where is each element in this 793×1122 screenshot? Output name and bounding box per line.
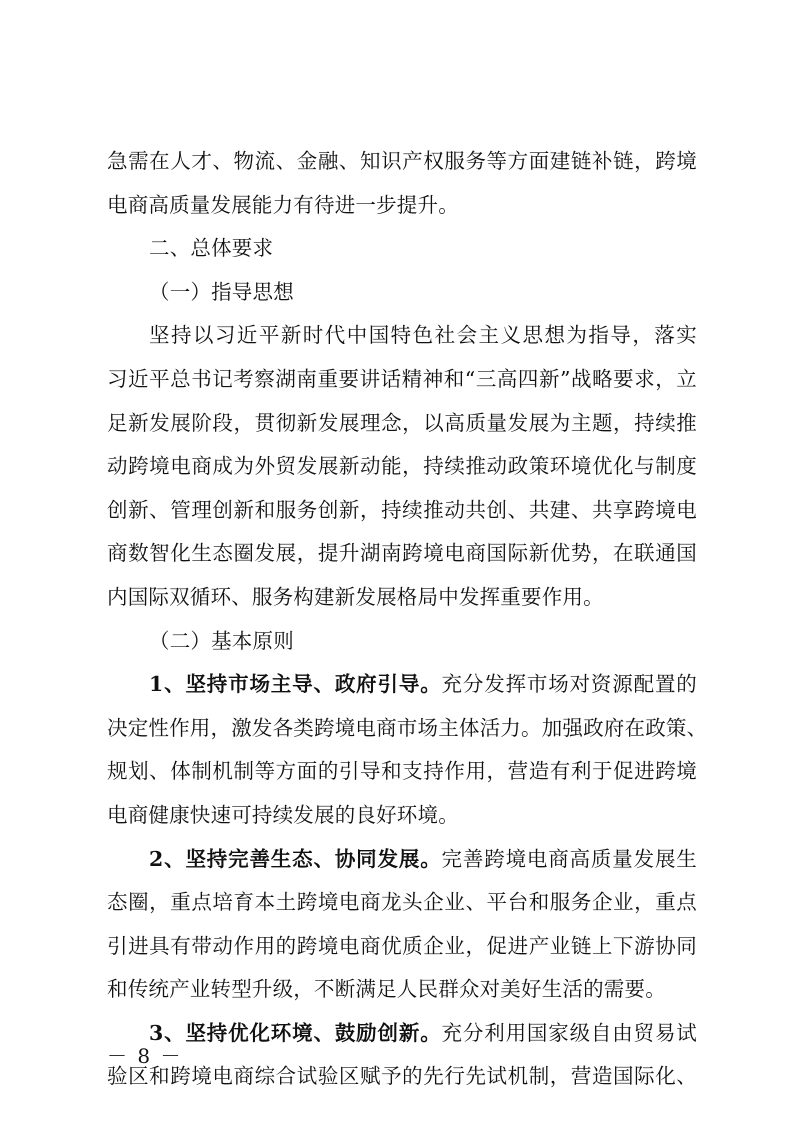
principle-line — [107, 838, 697, 882]
paragraph-line: 验区和跨境电商综合试验区赋予的先行先试机制，营造国际化、 — [107, 1064, 697, 1089]
paragraph-line: 商数智化生态圈发展，提升湖南跨境电商国际新优势，在联通国 — [107, 541, 697, 566]
principle-line — [107, 1012, 697, 1056]
paragraph-line: 坚持以习近平新时代中国特色社会主义思想为指导，落实 — [149, 323, 697, 348]
paragraph-line: 电商高质量发展能力有待进一步提升。 — [107, 192, 459, 217]
paragraph-line: 急需在人才、物流、金融、知识产权服务等方面建链补链，跨境 — [107, 149, 697, 173]
paragraph-line: 创新、管理创新和服务创新，持续推动共创、共建、共享跨境电 — [107, 497, 697, 522]
page-number: － 8 － — [107, 1044, 183, 1068]
subsection-heading: （一）指导思想 — [149, 279, 294, 304]
paragraph-line: 态圈，重点培育本土跨境电商龙头企业、平台和服务企业，重点 — [107, 890, 697, 915]
paragraph-line: 规划、体制机制等方面的引导和支持作用，营造有利于促进跨境 — [107, 759, 697, 784]
paragraph-line: 引进具有带动作用的跨境电商优质企业，促进产业链上下游协同 — [107, 933, 697, 958]
principle-text: 完善跨境电商高质量发展生 — [441, 846, 697, 871]
principle-line — [107, 663, 697, 707]
paragraph-line: 内国际双循环、服务构建新发展格局中发挥重要作用。 — [107, 584, 604, 609]
paragraph-line: 和传统产业转型升级，不断满足人民群众对美好生活的需要。 — [107, 977, 666, 1002]
principle-title: 2、坚持完善生态、协同发展。 — [149, 846, 442, 871]
paragraph-line: 决定性作用，激发各类跨境电商市场主体活力。加强政府在政策、 — [107, 715, 708, 740]
paragraph-line: 习近平总书记考察湖南重要讲话精神和“三高四新”战略要求，立 — [107, 366, 697, 391]
principle-title: 3、坚持优化环境、鼓励创新。 — [149, 1020, 442, 1045]
paragraph-line: 足新发展阶段，贯彻新发展理念，以高质量发展为主题，持续推 — [107, 410, 697, 435]
paragraph-line: 电商健康快速可持续发展的良好环境。 — [107, 802, 459, 827]
subsection-heading: （二）基本原则 — [149, 628, 294, 653]
section-heading: 二、总体要求 — [149, 236, 274, 261]
principle-text: 充分利用国家级自由贸易试 — [441, 1020, 697, 1045]
document-body — [107, 140, 708, 1099]
principle-text: 充分发挥市场对资源配置的 — [441, 672, 697, 697]
principle-title: 1、坚持市场主导、政府引导。 — [149, 672, 442, 697]
paragraph-line: 动跨境电商成为外贸发展新动能，持续推动政策环境优化与制度 — [107, 454, 697, 479]
